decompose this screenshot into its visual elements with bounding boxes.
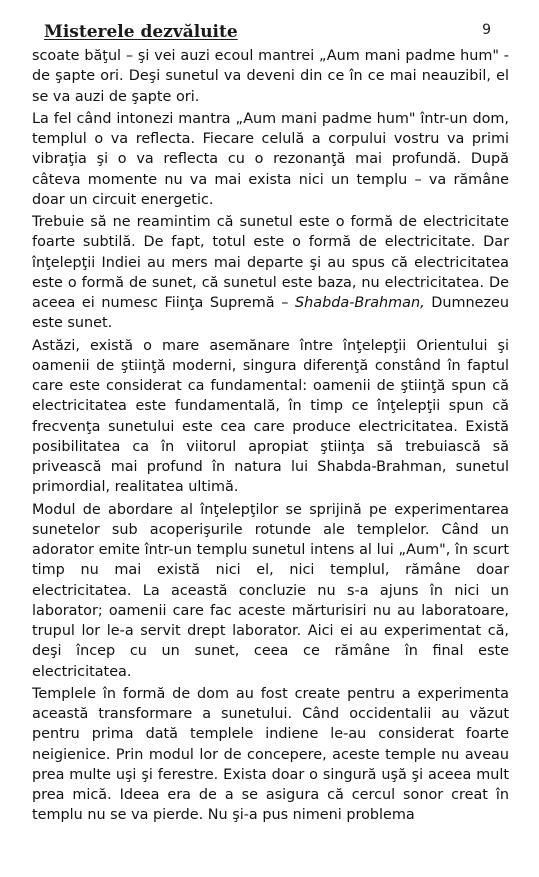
paragraph — [32, 46, 509, 107]
paragraph-text: Trebuie să ne reamintim că sunetul este o formă de electricitate foarte subtilă. De fapt, totul este o formă de electricitate. Dar înţelepţii Indiei au mers mai departe şi au spus că electricitatea este o formă de sunet, că sunetul este baza, nu electricitatea. De aceea ei numesc Fiinţa Supremă – — [32, 214, 509, 311]
body-text — [32, 46, 509, 826]
paragraph — [32, 212, 509, 334]
paragraph-text-end: Dumnezeu este sunet. — [32, 295, 510, 332]
paragraph — [32, 336, 509, 498]
page-number: 9 — [482, 22, 491, 38]
italic-term: Shabda-Brahman, — [295, 295, 425, 311]
running-header — [32, 22, 509, 44]
paragraph-text: scoate băţul – şi vei auzi ecoul mantrei „Aum mani padme hum" - de şapte ori. Deşi sunetul va deveni din ce în ce mai neauzibil, el se va auzi de şapte ori. — [32, 48, 509, 105]
paragraph — [32, 500, 509, 682]
paragraph — [32, 109, 509, 210]
book-title: Misterele dezvăluite — [44, 22, 238, 42]
paragraph-text: Modul de abordare al înţelepţilor se sprijină pe experimentarea sunetelor sub acoperişurile rotunde ale templelor. Când un adorator emite într-un templu sunetul intens al lui „Aum", în scurt timp nu mai există nici el, nici templul, rămâne doar electricitatea. La această concluzie nu s-a ajuns în nici un laborator; oamenii care fac aceste mărturisiri nu au laboratoare, trupul lor le-a servit drept laborator. Aici ei au experimentat că, deşi încep cu un sunet, ceea ce rămâne în final este electricitatea. — [32, 501, 509, 680]
paragraph-text: La fel când intonezi mantra „Aum mani padme hum" într-un dom, templul o va reflecta. Fiecare celulă a corpului vostru va primi vibraţia şi o va reflecta cu o rezonanţă mai profundă. După câteva momente nu va mai exista nici un templu – va rămâne doar un circuit energetic. — [32, 110, 509, 208]
paragraph — [32, 684, 509, 826]
paragraph-text: Templele în formă de dom au fost create pentru a experimenta această transformare a sunetului. Când occidentalii au văzut pentru prima dată templele indiene le-au considerat foarte neigienice. Prin modul lor de concepere, aceste temple nu aveau prea multe uşi şi ferestre. Exista doar o singură uşă şi aceea mult prea mică. Ideea era de a se asigura că cercul sonor creat în templu nu se va pierde. Nu şi-a pus nimeni problema — [32, 685, 509, 824]
paragraph-text: Astăzi, există o mare asemănare între înţelepţii Orientului şi oamenii de ştiinţă moderni, singura diferenţă constând în faptul care este considerat ca fundamental: oamenii de ştiinţă spun că electricitatea este fundamentală, în timp ce înţelepţii spun că frecvenţa sunetului este cea care produce electricitatea. Există posibilitatea ca în viitorul apropiat ştiinţa să trebuiască să privească mai profund în natura lui Shabda-Brahman, sunetul primordial, realitatea ultimă. — [32, 337, 509, 496]
